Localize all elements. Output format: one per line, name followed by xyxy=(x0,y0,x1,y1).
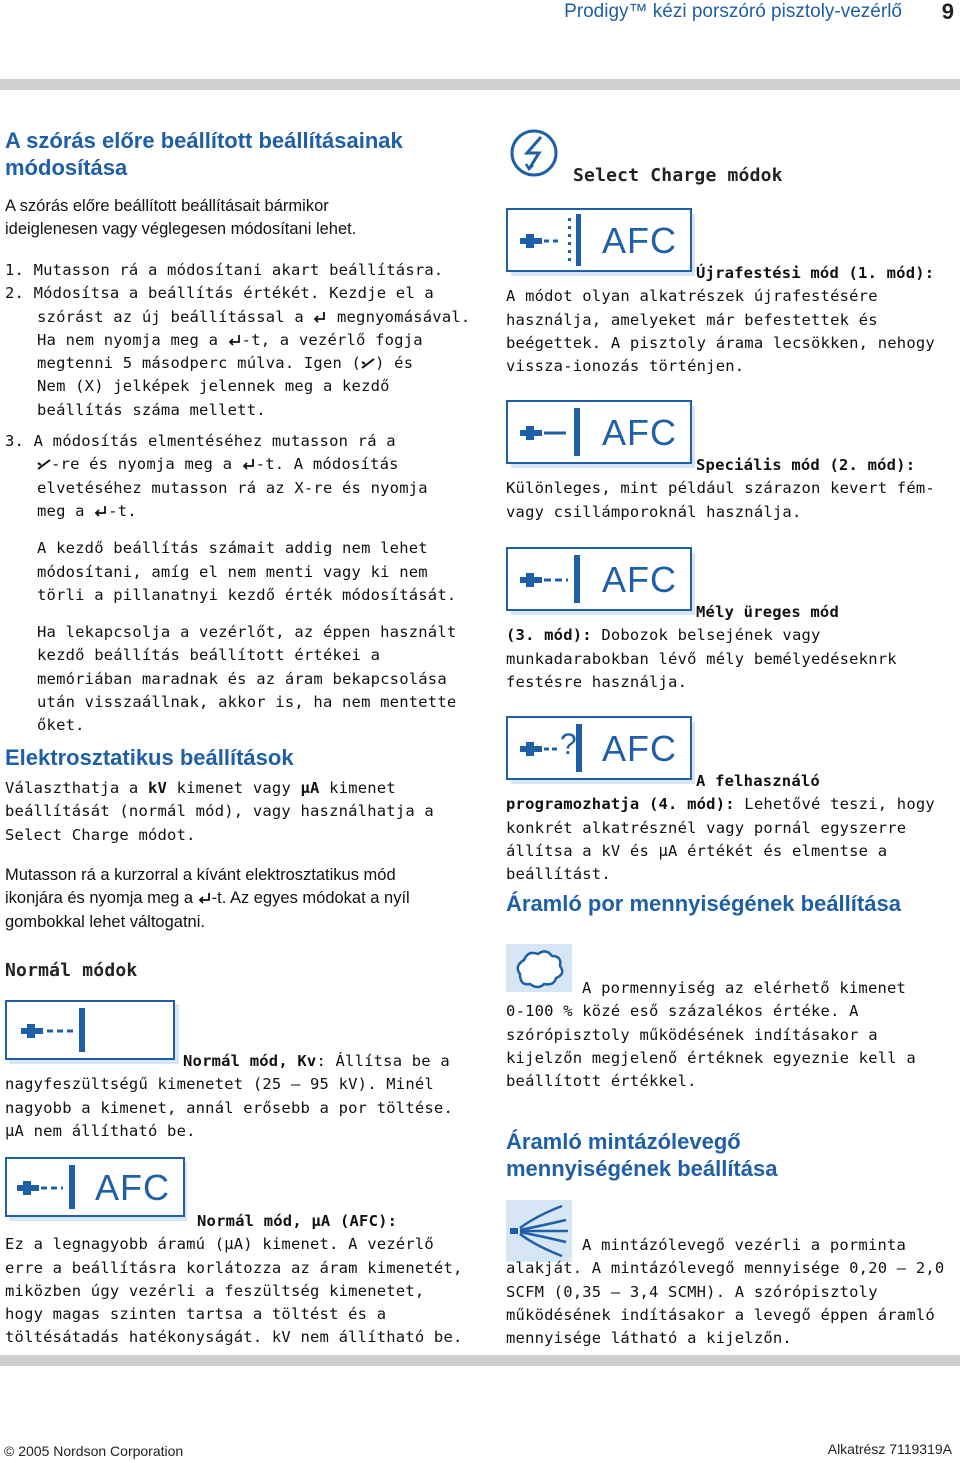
pattern-air-desc: A mintázólevegő vezérli a porminta alakját. A mintázólevegő mennyisége 0,20 — 2,0 SCFM (0,35 — 3,4 SCMH). A szórópisztoly működésének indításakor a levegő éppen áramló mennyisége látható a kijelzőn. xyxy=(506,1236,945,1348)
footer-rule xyxy=(0,1355,960,1366)
step-2: 2. Módosítsa a beállítás értékét. Kezdje el a szórást az új beállítással a megnyomásával. Ha nem nyomja meg a -t, a vezérlő fogja megtenni 5 másodperc múlva. Igen ( ) és Nem (X) jelképek jelennek meg a kezdő beállítás száma mellett. xyxy=(5,284,471,419)
section-title-pattern-air: Áramló mintázólevegő mennyiségének beállítása xyxy=(506,1129,778,1181)
afc-label: AFC xyxy=(602,220,677,261)
mode1-desc: Újrafestési mód (1. mód): A módot olyan alkatrészek újrafestésére használja, amelyeket már befestettek és beégettek. A pisztoly árama lecsökken, nehogy vissza-ionozás történjen. xyxy=(506,264,935,376)
step-1: 1. Mutasson rá a módosítani akart beállításra. xyxy=(5,261,444,279)
part-number: Alkatrész 7119319A xyxy=(827,1441,952,1457)
normal-ua-afc-mode-icon xyxy=(5,1157,185,1217)
steps-list xyxy=(5,259,475,738)
note-presets-locked: A kezdő beállítás számait addig nem lehet módosítani, amíg el nem menti vagy ki nem törli a pillanatnyi kezdő érték módosítását. xyxy=(37,539,457,604)
note-power-off: Ha lekapcsolja a vezérlőt, az éppen használt kezdő beállítás beállított értékei a memóriában maradnak és az áram bekapcsolása után visszaállnak, akkor is, ha nem mentette őket. xyxy=(37,623,457,735)
mode4-desc: A felhasználó programozhatja (4. mód): Lehetővé teszi, hogy konkrét alkatrésznél vagy pornál egyszerre állítsa a kV és μA értékét és elmentse a beállítást. xyxy=(506,772,935,884)
check-icon xyxy=(361,357,375,369)
select-charge-title: Select Charge módok xyxy=(573,165,783,186)
question-mark: ? xyxy=(560,728,578,761)
section-title-powder-flow: Áramló por mennyiségének beállítása xyxy=(506,891,901,916)
afc-label: AFC xyxy=(602,412,677,453)
section-intro: A szórás előre beállított beállításait bármikor ideiglenesen vagy véglegesen módosítani lehet. xyxy=(5,197,357,239)
enter-key-icon xyxy=(228,334,242,346)
afc-label: AFC xyxy=(95,1167,170,1208)
enter-key-icon xyxy=(198,892,212,904)
select-charge-icon xyxy=(505,128,563,178)
enter-key-icon xyxy=(313,311,327,323)
header-title: Prodigy™ kézi porszóró pisztoly-vezérlő xyxy=(564,1,902,22)
powder-flow-desc: A pormennyiség az elérhető kimenet 0-100 % közé eső százalékos értéke. A szórópisztoly működésének indításakor a kijelzőn megjelenő értéknek egyeznie kell a beállított értékkel. xyxy=(506,979,916,1091)
check-icon xyxy=(37,458,51,470)
normal-ua-desc: Normál mód, μA (AFC): Ez a legnagyobb áramú (μA) kimenet. A vezérlő erre a beállításra korlátozza az áram kimenetét, miközben úgy vezérli a feszültség kimenetet, hogy magas szinten tartsa a töltést és a töltésátadás hatékonyságát. kV nem állítható be. xyxy=(5,1212,463,1347)
mode2-desc: Speciális mód (2. mód): Különleges, mint például szárazon kevert fém-vagy csillámporoknál használja. xyxy=(506,456,935,521)
enter-key-icon xyxy=(94,505,108,517)
enter-key-icon xyxy=(242,458,256,470)
electrostatic-howto: Mutasson rá a kurzorral a kívánt elektrosztatikus mód ikonjára és nyomja meg a -t. Az egyes módokat a nyíl gombokkal lehet váltogatni. xyxy=(5,866,410,931)
step-3: 3. A módosítás elmentéséhez mutasson rá a -re és nyomja meg a -t. A módosítás elvetéséhez mutasson rá az X-re és nyomja meg a -t. xyxy=(5,432,428,520)
section-title-electrostatic: Elektrosztatikus beállítások xyxy=(5,745,294,770)
normal-kv-desc: Normál mód, Kv: Állítsa be a nagyfeszültségű kimenetet (25 — 95 kV). Minél nagyobb a kimenet, annál erősebb a por töltése. μA nem állítható be. xyxy=(5,1052,453,1140)
copyright: © 2005 Nordson Corporation xyxy=(4,1443,184,1459)
afc-label: AFC xyxy=(602,559,677,600)
afc-label: AFC xyxy=(602,728,677,769)
header-rule xyxy=(0,79,960,90)
section-title-preset: A szórás előre beállított beállításainak módosítása xyxy=(5,128,403,180)
page-header xyxy=(0,0,960,60)
mode3-desc: Mély üreges mód (3. mód): Dobozok belsejének vagy munkadarabokban lévő mély bemélyedéseknrk festésre használja. xyxy=(506,603,897,691)
page-number: 9 xyxy=(941,0,954,24)
electrostatic-intro: Választhatja a kV kimenet vagy μA kimenet beállítását (normál mód), vagy használhatja a Select Charge módot. xyxy=(5,779,434,844)
normal-modes-title: Normál módok xyxy=(5,960,138,981)
